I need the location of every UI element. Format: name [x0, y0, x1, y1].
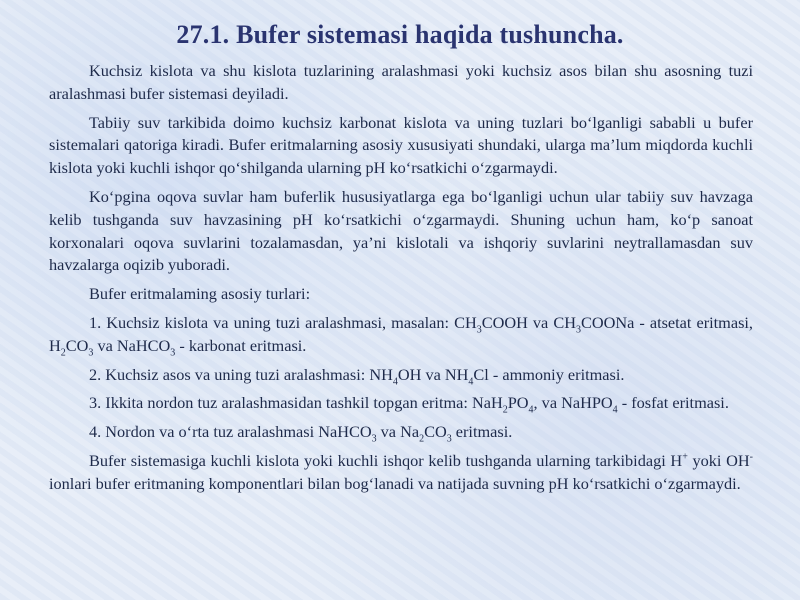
item-text: 1. Kuchsiz kislota va uning tuzi aralashmasi, masalan: CH — [89, 312, 477, 332]
subscript: 4 — [392, 375, 398, 387]
subscript: 4 — [468, 375, 474, 387]
conclusion-text: yoki OH — [687, 450, 750, 470]
list-item-phosphate — [49, 392, 753, 415]
page-title: 27.1. Bufer sistemasi haqida tushuncha. — [176, 20, 624, 49]
document-body — [49, 60, 753, 502]
subscript: 2 — [60, 347, 66, 359]
item-text: 2. Kuchsiz asos va uning tuzi aralashmasi: NH — [89, 364, 393, 384]
item-text: eritmasi. — [451, 422, 513, 442]
conclusion-text: ionlari bufer eritmaning komponentlari bilan bog‘lanadi va natijada suvning pH ko‘rsatkichi o‘zgarmaydi. — [49, 473, 741, 493]
superscript: - — [749, 451, 753, 463]
paragraph-natural-water: Tabiiy suv tarkibida doimo kuchsiz karbonat kislota va uning tuzlari bo‘lganligi sababli u bufer sistemalari qatoriga kiradi. Bufer eritmalarning asosiy xususiyati shundaki, ularga ma’lum miqdorda kuchli kislota yoki kuchli ishqor qo‘shilganda ularning pH ko‘rsatkichi o‘zgarmaydi. — [49, 112, 753, 178]
item-text: CO — [65, 335, 89, 355]
subscript: 3 — [446, 433, 452, 445]
item-text: - fosfat eritmasi. — [617, 393, 729, 413]
subscript: 3 — [476, 324, 482, 336]
subscript: 3 — [371, 433, 377, 445]
paragraph-waste-water: Ko‘pgina oqova suvlar ham buferlik hususiyatlarga ega bo‘lganligi uchun ular tabiiy suv havzaga kelib tushganda suv havzasining pH ko‘rsatkichi o‘zgarmaydi. Shuning uchun ham, ko‘p sanoat korxonalari oqova suvlarini tozalamasdan, ya’ni kislotali va ishqoriy suvlarini neytrallamasdan suv havzalarga oqizib yuboradi. — [49, 186, 753, 275]
subscript: 4 — [528, 404, 534, 416]
subscript: 4 — [612, 404, 618, 416]
paragraph-conclusion — [49, 450, 753, 496]
item-text: va NaHCO — [93, 335, 171, 355]
item-text: 4. Nordon va o‘rta tuz aralashmasi NaHCO — [89, 422, 372, 442]
item-text: va Na — [376, 422, 420, 442]
item-text: , va NaHPO — [533, 393, 613, 413]
item-text: CO — [424, 422, 447, 442]
item-text: 3. Ikkita nordon tuz aralashmasidan tashkil topgan eritma: NaH — [89, 393, 503, 413]
item-text: - karbonat eritmasi. — [175, 335, 307, 355]
item-text: OH va NH — [397, 364, 469, 384]
item-text: COONa - atsetat eritmasi, H — [49, 312, 754, 355]
item-text: Cl - ammoniy eritmasi. — [473, 364, 625, 384]
superscript: + — [682, 451, 688, 463]
paragraph-definition: Kuchsiz kislota va shu kislota tuzlarining aralashmasi yoki kuchsiz asos bilan shu asosning tuzi aralashmasi bufer sistemasi deyiladi. — [49, 61, 753, 103]
list-item-acetate-carbonate — [49, 312, 753, 358]
paragraph-types-heading: Bufer eritmalaming asosiy turlari: — [89, 284, 311, 304]
subscript: 3 — [170, 347, 176, 359]
conclusion-text: Bufer sistemasiga kuchli kislota yoki kuchli ishqor kelib tushganda ularning tarkibidagi H — [89, 450, 683, 470]
subscript: 3 — [575, 324, 581, 336]
list-item-acid-neutral-salt — [49, 421, 753, 444]
list-item-ammonium — [49, 364, 753, 387]
subscript: 2 — [419, 433, 425, 445]
item-text: PO — [507, 393, 529, 413]
subscript: 2 — [502, 404, 508, 416]
subscript: 3 — [88, 347, 94, 359]
item-text: COOH va CH — [481, 312, 576, 332]
